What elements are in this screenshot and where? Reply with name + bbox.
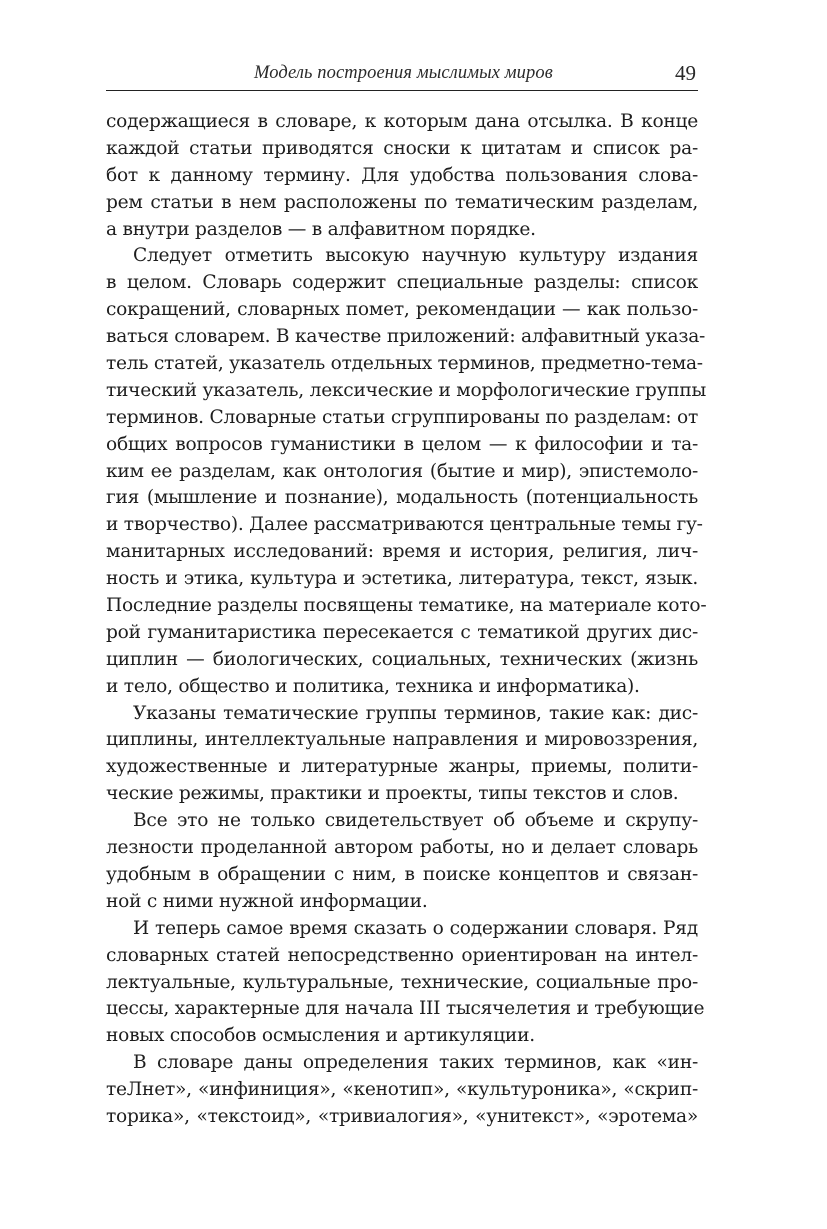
text-line: общих вопросов гуманистики в целом — к философии и та-	[106, 433, 698, 455]
text-line: ваться словарем. В качестве приложений: алфавитный указа-	[106, 326, 706, 348]
text-line: содержащиеся в словаре, к которым дана отсылка. В конце	[106, 111, 698, 132]
text-line: ким ее разделам, как онтология (бытие и мир), эпистемоло-	[106, 460, 698, 482]
text-line: ность и этика, культура и эстетика, литература, текст, язык.	[106, 568, 698, 590]
text-line: гия (мышление и познание), модальность (потенциальность	[106, 487, 698, 509]
text-line: ной с ними нужной информации.	[106, 890, 428, 912]
text-line: ческие режимы, практики и проекты, типы текстов и слов.	[106, 783, 679, 805]
text-line: лезности проделанной автором работы, но и делает словарь	[106, 837, 698, 859]
text-line: бот к данному термину. Для удобства пользования слова-	[106, 164, 698, 186]
text-line: словарных статей непосредственно ориентирован на интел-	[106, 944, 698, 966]
text-line: и тело, общество и политика, техника и информатика).	[106, 675, 640, 697]
text-line: Следует отметить высокую научную культуру издания	[133, 245, 698, 267]
text-line: Все это не только свидетельствует об объеме и скрупу-	[133, 810, 698, 832]
text-line: В словаре даны определения таких терминов, как «ин-	[133, 1052, 698, 1074]
running-header	[106, 60, 698, 91]
text-line: рой гуманитаристика пересекается с тематикой других дис-	[106, 621, 698, 643]
page-number: 49	[675, 61, 696, 85]
body-text	[106, 109, 707, 1131]
text-line: тический указатель, лексические и морфологические группы	[106, 379, 707, 401]
text-line: удобным в обращении с ним, в поиске концептов и связан-	[106, 863, 698, 885]
text-line: цессы, характерные для начала III тысячелетия и требующие	[106, 998, 705, 1020]
text-line: в целом. Словарь содержит специальные разделы: список	[106, 272, 698, 294]
text-line: а внутри разделов — в алфавитном порядке.	[106, 218, 536, 240]
text-line: манитарных исследований: время и история, религия, лич-	[106, 541, 698, 563]
text-line: циплины, интеллектуальные направления и мировоззрения,	[106, 729, 698, 751]
text-line: торика», «текстоид», «тривиалогия», «унитекст», «эротема»	[106, 1105, 698, 1127]
text-line: Указаны тематические группы терминов, такие как: дис-	[133, 702, 698, 724]
text-line: циплин — биологических, социальных, технических (жизнь	[106, 648, 698, 670]
text-line: терминов. Словарные статьи сгруппированы по разделам: от	[106, 406, 698, 428]
text-line: И теперь самое время сказать о содержании словаря. Ряд	[133, 917, 698, 939]
running-title: Модель построения мыслимых миров	[254, 63, 553, 83]
book-page	[106, 60, 707, 1131]
text-line: рем статьи в нем расположены по тематическим разделам,	[106, 191, 698, 213]
text-line: каждой статьи приводятся сноски к цитатам и список ра-	[106, 137, 698, 159]
text-line: лектуальные, культуральные, технические, социальные про-	[106, 971, 698, 993]
text-line: сокращений, словарных помет, рекомендации — как пользо-	[106, 299, 698, 321]
text-line: Последние разделы посвящены тематике, на материале кото-	[106, 595, 707, 617]
text-line: новых способов осмысления и артикуляции.	[106, 1025, 535, 1047]
text-line: художественные и литературные жанры, приемы, полити-	[106, 756, 698, 778]
text-line: тель статей, указатель отдельных терминов, предметно-тема-	[106, 353, 703, 375]
text-line: и творчество). Далее рассматриваются центральные темы гу-	[106, 514, 703, 536]
text-line: теЛнет», «инфиниция», «кенотип», «культуроника», «скрип-	[106, 1079, 698, 1101]
